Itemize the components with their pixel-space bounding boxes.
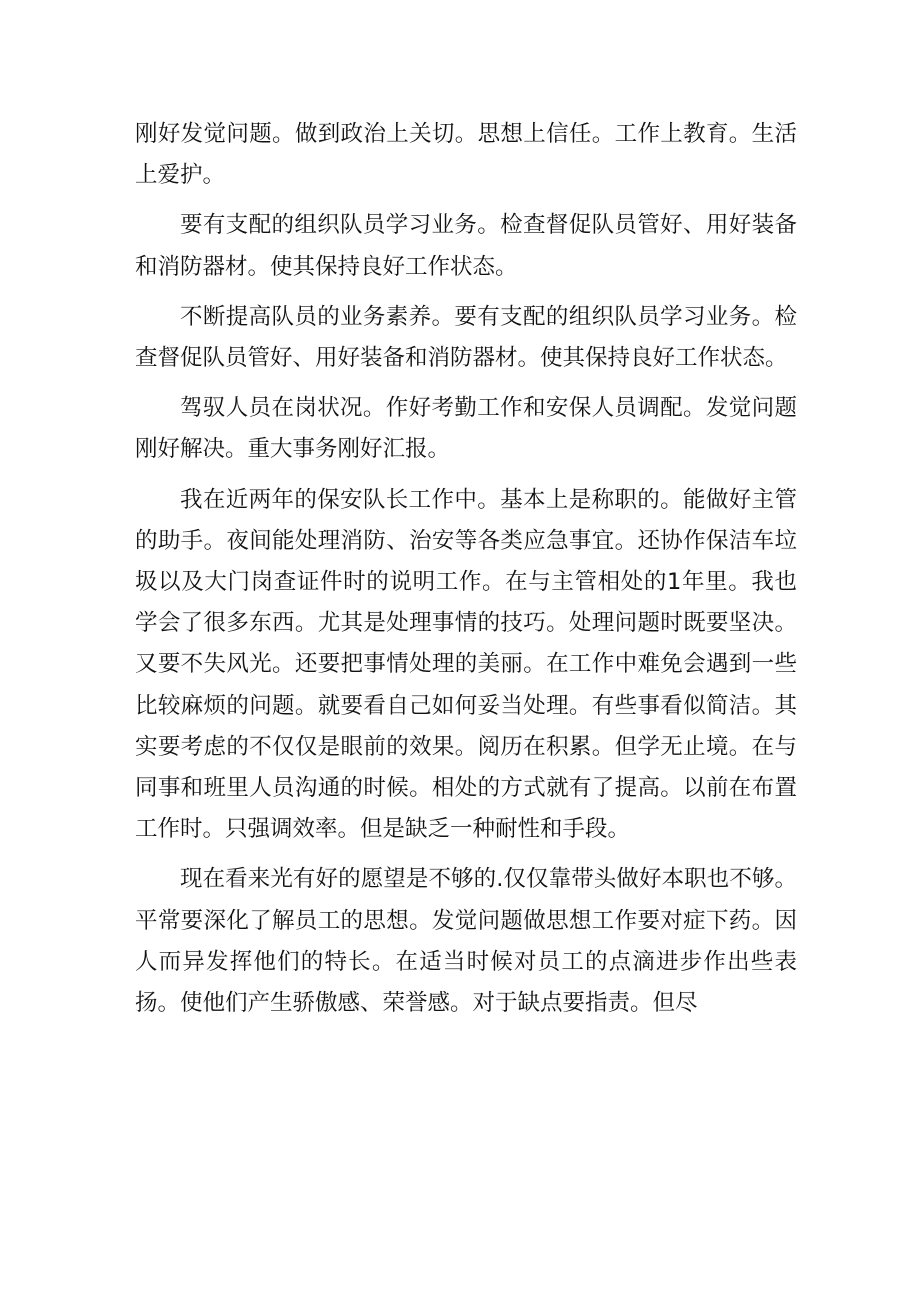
paragraph: 我在近两年的保安队长工作中。基本上是称职的。能做好主管的助手。夜间能处理消防、治安等各类应急事宜。还协作保洁车垃圾以及大门岗查证件时的说明工作。在与主管相处的1年里。我也学会了很多东西。尤其是处理事情的技巧。处理问题时既要坚决。又要不失风光。还要把事情处理的美丽。在工作中难免会遇到一些比较麻烦的问题。就要看自己如何妥当处理。有些事看似简洁。其实要考虑的不仅仅是眼前的效果。阅历在积累。但学无止境。在与同事和班里人员沟通的时候。相处的方式就有了提高。以前在布置工作时。只强调效率。但是缺乏一种耐性和手段。 xyxy=(135,486,797,843)
document-body xyxy=(135,114,797,1024)
paragraph: 现在看来光有好的愿望是不够的.仅仅靠带头做好本职也不够。平常要深化了解员工的思想。发觉问题做思想工作要对症下药。因人而异发挥他们的特长。在适当时候对员工的点滴进步作出些表扬。使他们产生骄傲感、荣誉感。对于缺点要指责。但尽 xyxy=(135,866,797,1017)
paragraph-continued: 刚好发觉问题。做到政治上关切。思想上信任。工作上教育。生活上爱护。 xyxy=(135,121,797,189)
paragraph: 要有支配的组织队员学习业务。检查督促队员管好、用好装备和消防器材。使其保持良好工作状态。 xyxy=(135,212,797,280)
paragraph: 驾驭人员在岗状况。作好考勤工作和安保人员调配。发觉问题刚好解决。重大事务刚好汇报。 xyxy=(135,395,797,463)
paragraph: 不断提高队员的业务素养。要有支配的组织队员学习业务。检查督促队员管好、用好装备和消防器材。使其保持良好工作状态。 xyxy=(135,303,797,372)
